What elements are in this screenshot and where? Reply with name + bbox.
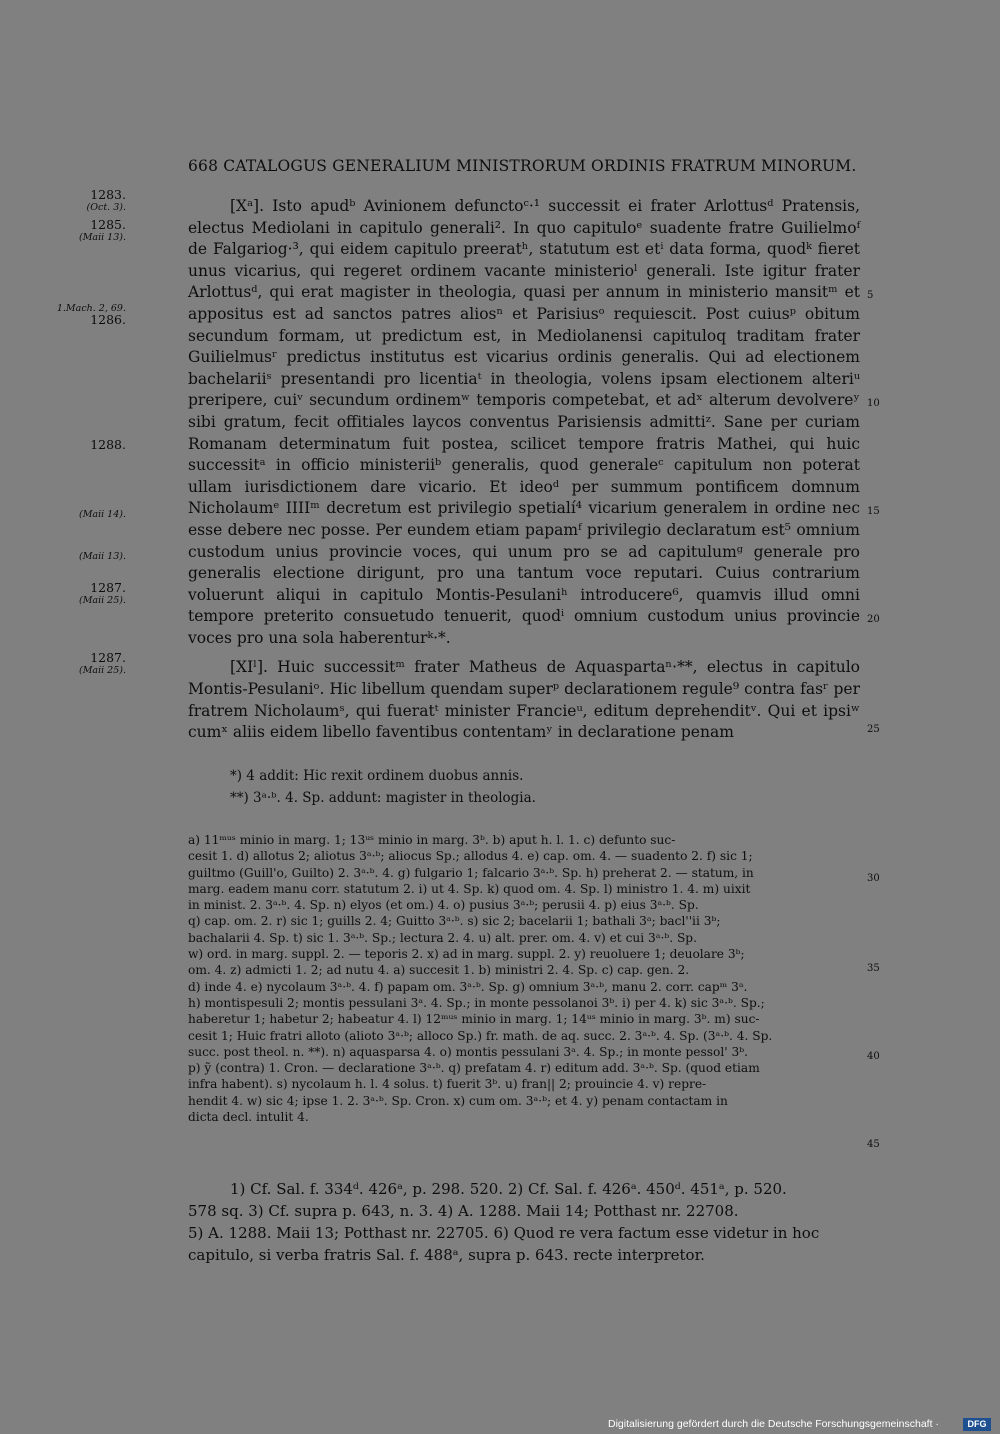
source-note-line: 578 sq. 3) Cf. supra p. 643, n. 3. 4) A. 1288. Maii 14; Potthast nr. 22708. — [188, 1202, 739, 1220]
paragraph-x: [Xᵃ]. Isto apudᵇ Avinionem defunctoᶜ·¹ successit ei frater Arlottusᵈ Pratensis, electus Mediolani in capitulo generali². In quo capituloᵉ suadente fratre Guilielmoᶠ de Falgariog·³, qui eidem capitulo preeratʰ, statutum est etⁱ data forma, quodᵏ fieret unus vicarius, qui regeret ordinem vacante ministerioˡ generali. Iste igitur frater Arlottusᵈ, qui erat magister in theologia, quasi per annum in ministerio mansitᵐ et appositus est ad sanctos patres aliosⁿ et Parisiusᵒ requiescit. Post cuiusᵖ obitum secundum formam, ut predictum est, in Mediolanensi capituloq traditam frater Guilielmusʳ predictus institutus est vicarius ordinis generalis. Qui ad electionem bachelariiˢ presentandi pro licentiaᵗ in theologia, volens ipsam electionem alteriᵘ preripere, cuiᵛ secundum ordinemʷ temporis competebat, et adˣ alterum devolvereʸ sibi gratum, fecit offitiales laycos conventus Parisiensis admittiᶻ. Sane per curiam Romanam determinatum fuit postea, scilicet tempore fratris Mathei, qui huic successitᵃ in officio ministeriiᵇ generalis, quod generaleᶜ capitulum non poterat ullam iurisdictionem dare vicario. Et ideoᵈ per summum pontificem domnum Nicholaumᵉ IIIIᵐ decretum est privilegio spetialí⁴ vicarium generalem in ordine nec esse debere nec posse. Per eundem etiam papamᶠ privilegio declaratum est⁵ omnium custodum unius provincie voces, qui unum pro se ad capitulumᵍ generale pro generalis electione dirigunt, pro una tantum voce reputari. Cuius contrarium voluerunt aliqui in capitulo Montis-Pesulaniʰ introducere⁶, quamvis illud omni tempore preterito consuetudo tenuerit, quodⁱ omnium custodum unius provincie voces pro una sola haberenturᵏ·*. — [188, 197, 860, 647]
line-number: 15 — [867, 506, 880, 517]
apparatus-line: cesit 1; Huic fratri alloto (alioto 3ᵃ·ᵇ; alloco Sp.) fr. math. de aq. succ. 2. 3ᵃ·ᵇ. 4. Sp. (3ᵃ·ᵇ. 4. Sp. — [188, 1028, 773, 1043]
margin-note: 1.Mach. 2, 69. 1286. — [56, 303, 126, 327]
apparatus-line: dicta decl. intulit 4. — [188, 1110, 309, 1125]
line-number: 20 — [867, 614, 880, 625]
apparatus-line: succ. post theol. n. **). n) aquasparsa 4. o) montis pessulani 3ᵃ. 4. Sp.; in monte pessol' 3ᵇ. — [188, 1044, 748, 1059]
source-note-line: capitulo, si verba fratris Sal. f. 488ᵃ, supra p. 643. recte interpretor. — [188, 1246, 705, 1264]
margin-note: 1287. (Maii 25). — [78, 650, 126, 676]
star-note: **) 3ᵃ·ᵇ. 4. Sp. addunt: magister in theologia. — [230, 790, 536, 806]
apparatus-line: marg. eadem manu corr. statutum 2. i) ut 4. Sp. k) quod om. 4. Sp. l) ministro 1. 4. m) uixit — [188, 881, 751, 896]
line-number: 10 — [867, 398, 880, 409]
apparatus-line: h) montispesuli 2; montis pessulani 3ᵃ. 4. Sp.; in monte pessolanoi 3ᵇ. i) per 4. k) sic 3ᵃ·ᵇ. Sp.; — [188, 995, 765, 1010]
line-number: 25 — [867, 724, 880, 735]
line-number: 35 — [867, 963, 880, 974]
margin-note: 1285. (Maii 13). — [78, 217, 126, 243]
apparatus-line: om. 4. z) admicti 1. 2; ad nutu 4. a) succesit 1. b) ministri 2. 4. Sp. c) cap. gen. 2. — [188, 963, 690, 978]
line-number: 5 — [867, 290, 874, 301]
critical-apparatus — [188, 832, 858, 1125]
running-header: 668 CATALOGUS GENERALIUM MINISTRORUM ORDINIS FRATRUM MINORUM. — [188, 157, 857, 175]
apparatus-line: in minist. 2. 3ᵃ·ᵇ. 4. Sp. n) elyos (et om.) 4. o) pusius 3ᵃ·ᵇ; perusii 4. p) eius 3ᵃ·ᵇ. Sp. — [188, 898, 699, 913]
margin-note: (Maii 14). — [78, 509, 126, 520]
line-number: 40 — [867, 1051, 880, 1062]
apparatus-line: d) inde 4. e) nycolaum 3ᵃ·ᵇ. 4. f) papam om. 3ᵃ·ᵇ. Sp. g) omnium 3ᵃ·ᵇ, manu 2. corr. capᵐ 3ᵃ. — [188, 979, 748, 994]
apparatus-line: haberetur 1; habetur 2; habeatur 4. l) 12ᵐᵘˢ minio in marg. 1; 14ᵘˢ minio in marg. 3ᵇ. m) suc- — [188, 1012, 760, 1027]
star-note: *) 4 addit: Hic rexit ordinem duobus annis. — [230, 768, 524, 784]
funding-notice: Digitalisierung gefördert durch die Deutsche Forschungsgemeinschaft · — [608, 1418, 939, 1430]
source-note-line: 1) Cf. Sal. f. 334ᵈ. 426ᵃ, p. 298. 520. 2) Cf. Sal. f. 426ᵃ. 450ᵈ. 451ᵃ, p. 520. — [230, 1180, 787, 1198]
margin-note: 1288. — [90, 437, 126, 452]
source-note-line: 5) A. 1288. Maii 13; Potthast nr. 22705. 6) Quod re vera factum esse videtur in hoc — [188, 1224, 820, 1242]
apparatus-line: w) ord. in marg. suppl. 2. — teporis 2. x) ad in marg. suppl. 2. y) reuoluere 1; deuolare 3ᵇ; — [188, 947, 745, 962]
main-text — [188, 196, 860, 744]
apparatus-line: guiltmo (Guill'o, Guilto) 2. 3ᵃ·ᵇ. 4. g) fulgario 1; falcario 3ᵃ·ᵇ. Sp. h) preherat 2. — statum, in — [188, 865, 754, 880]
apparatus-line: hendit 4. w) sic 4; ipse 1. 2. 3ᵃ·ᵇ. Sp. Cron. x) cum om. 3ᵃ·ᵇ; et 4. y) penam contactam in — [188, 1093, 728, 1108]
line-number: 45 — [867, 1139, 880, 1150]
paragraph-xi: [XIˡ]. Huic successitᵐ frater Matheus de Aquaspartaⁿ·**, electus in capitulo Montis-Pesulaniᵒ. Hic libellum quendam superᵖ declarationem regule⁹ contra fasʳ per fratrem Nicholaumˢ, qui fueratᵗ minister Francieᵘ, editum deprehenditᵛ. Qui et ipsiʷ cumˣ aliis eidem libello faventibus contentamʸ in declaratione penam — [188, 658, 860, 742]
apparatus-line: q) cap. om. 2. r) sic 1; guills 2. 4; Guitto 3ᵃ·ᵇ. s) sic 2; bacelarii 1; bathali 3ᵃ; bacl''ii 3ᵇ; — [188, 914, 721, 929]
apparatus-line: cesit 1. d) allotus 2; aliotus 3ᵃ·ᵇ; aliocus Sp.; allodus 4. e) cap. om. 4. — suadento 2. f) sic 1; — [188, 849, 753, 864]
source-notes — [188, 1178, 858, 1266]
apparatus-line: a) 11ᵐᵘˢ minio in marg. 1; 13ᵘˢ minio in marg. 3ᵇ. b) aput h. l. 1. c) defunto suc- — [188, 833, 676, 847]
margin-note: 1287. (Maii 25). — [78, 580, 126, 606]
apparatus-line: bachalarii 4. Sp. t) sic 1. 3ᵃ·ᵇ. Sp.; lectura 2. 4. u) alt. prer. om. 4. v) et cui 3ᵃ·ᵇ. Sp. — [188, 930, 697, 945]
apparatus-line: infra habent). s) nycolaum h. l. 4 solus. t) fuerit 3ᵇ. u) fran|| 2; prouincie 4. v) repre- — [188, 1077, 707, 1092]
margin-note: (Maii 13). — [78, 551, 126, 562]
margin-note: 1283. (Oct. 3). — [86, 187, 126, 213]
line-number: 30 — [867, 873, 880, 884]
dfg-logo: DFG — [963, 1418, 991, 1431]
apparatus-line: p) ỹ (contra) 1. Cron. — declaratione 3ᵃ·ᵇ. q) prefatam 4. r) editum add. 3ᵃ·ᵇ. Sp. (quod etiam — [188, 1061, 760, 1076]
